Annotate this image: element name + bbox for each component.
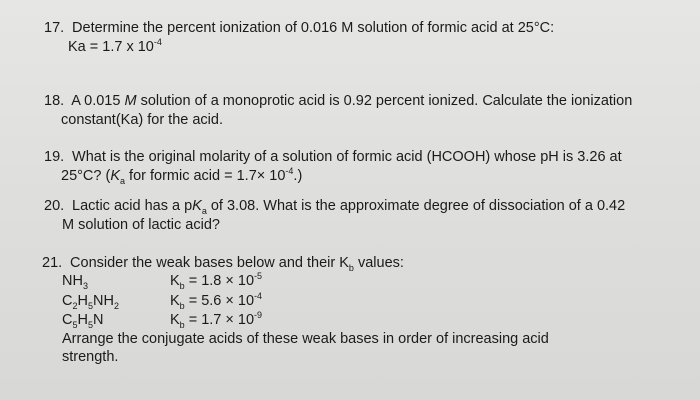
question-18-text-a: A 0.015 xyxy=(71,93,125,109)
question-19-ka-exponent: -4 xyxy=(285,166,294,177)
question-18-number: 18. xyxy=(44,93,65,109)
question-18-text-line2: constant(Ka) for the acid. xyxy=(61,112,223,128)
question-21-number: 21. xyxy=(42,255,63,271)
question-18-line2 xyxy=(61,111,223,130)
base-formula: $NH_3$ xyxy=(62,273,88,291)
question-17-line1 xyxy=(44,19,554,38)
base-row-pyridine xyxy=(62,311,362,331)
question-21-arrange-line2 xyxy=(62,348,118,367)
question-21-kb-sub: b xyxy=(348,262,354,273)
question-17-ka xyxy=(68,38,162,57)
question-20-line2 xyxy=(62,216,220,235)
question-20-text-line2: M solution of lactic acid? xyxy=(62,217,220,233)
base-kb: $K_b = 5.6 \times 10^{-4}$ xyxy=(170,290,263,311)
question-20-pka-sub: a xyxy=(201,205,207,216)
question-19-line1 xyxy=(44,148,622,167)
question-21-text-b: values: xyxy=(353,255,404,271)
question-19-line2-a: 25°C? ( xyxy=(61,168,111,184)
question-17-text: Determine the percent ionization of 0.016 M solution of formic acid at 25°C: xyxy=(72,20,555,36)
question-21-line1 xyxy=(42,254,404,273)
question-20-text-a: Lactic acid has a p xyxy=(72,198,193,214)
question-17-ka-prefix: Ka = 1.7 x 10 xyxy=(68,39,154,55)
question-20-line1 xyxy=(44,197,625,216)
base-row-nh3 xyxy=(62,272,362,292)
question-21-arrange-text1: Arrange the conjugate acids of these weak bases in order of increasing acid xyxy=(62,331,549,347)
base-row-ethylamine xyxy=(62,292,362,312)
base-formula: $C_2H_5NH_2$ xyxy=(62,292,119,311)
question-21-arrange-line1 xyxy=(62,330,549,349)
question-18-line1 xyxy=(44,92,632,111)
question-20-text-b: of 3.08. What is the approximate degree of dissociation of a 0.42 xyxy=(206,198,626,214)
question-17-ka-exponent: -4 xyxy=(153,37,162,48)
question-19-number: 19. xyxy=(44,149,65,165)
question-19-ka-sub: a xyxy=(120,175,126,186)
question-19-line2-c: .) xyxy=(293,168,303,184)
base-kb: $K_b = 1.7 \times 10^{-9}$ xyxy=(170,310,263,330)
question-20-pka-k: K xyxy=(192,198,202,214)
bases-table xyxy=(62,272,362,331)
question-21-arrange-text2: strength. xyxy=(62,349,119,365)
question-19-text: What is the original molarity of a solution of formic acid (HCOOH) whose pH is 3.26 at xyxy=(72,149,622,165)
question-20-number: 20. xyxy=(44,198,65,214)
base-formula: $C_5H_5N$ xyxy=(62,312,104,330)
question-21-text-a: Consider the weak bases below and their K xyxy=(70,255,349,271)
question-17-number: 17. xyxy=(44,20,65,36)
question-19-ka-k: K xyxy=(110,168,120,184)
question-19-line2 xyxy=(61,167,302,186)
question-19-line2-b: for formic acid = 1.7× 10 xyxy=(125,168,286,184)
question-18-text-b: solution of a monoprotic acid is 0.92 percent ionized. Calculate the ionization xyxy=(136,93,633,109)
base-kb: $K_b = 1.8 \times 10^{-5}$ xyxy=(170,271,263,291)
question-18-text-italic: M xyxy=(124,93,137,109)
